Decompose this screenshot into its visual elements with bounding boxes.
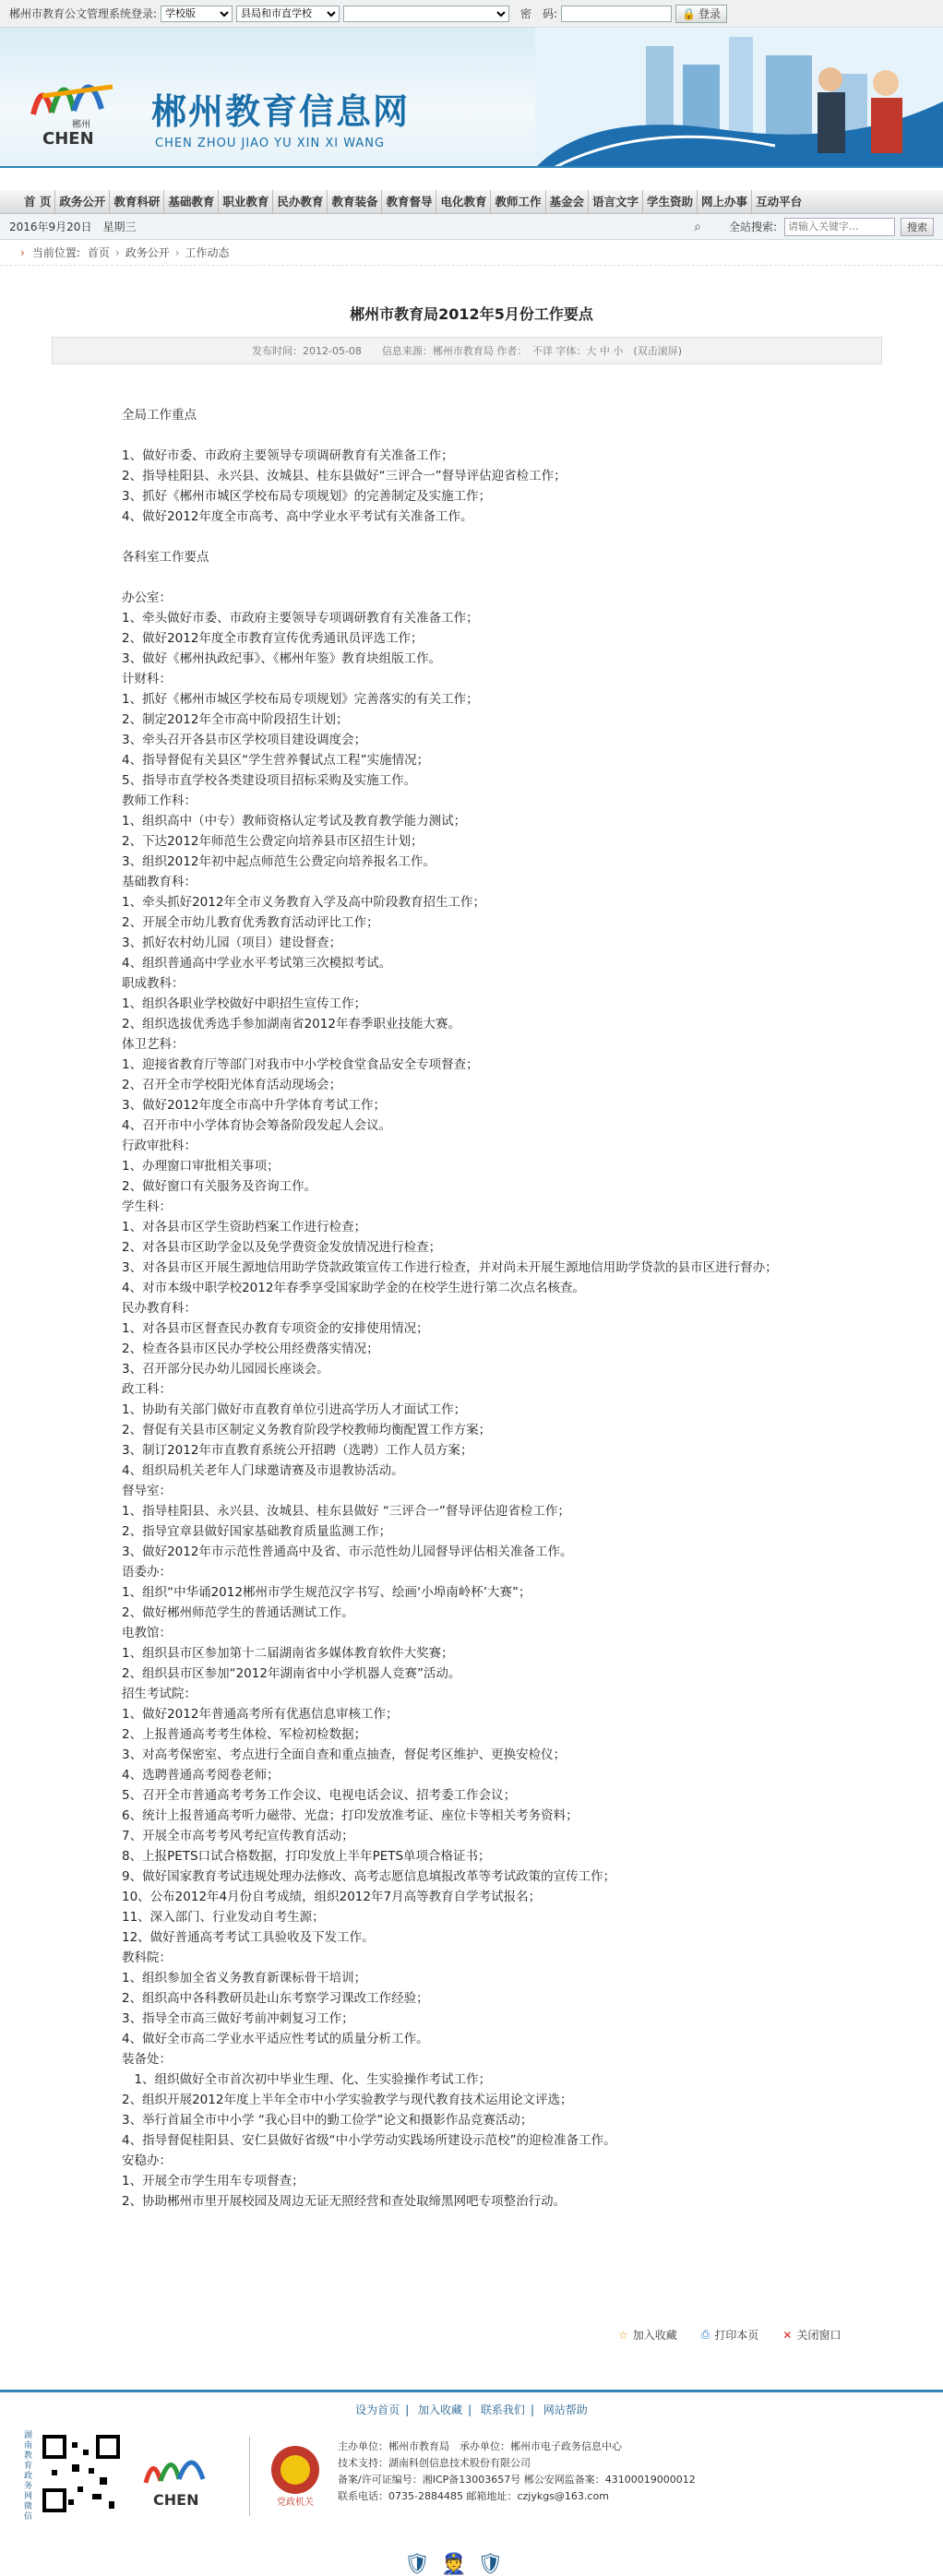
- article-line: 教科院：: [122, 1950, 172, 1965]
- article-line: 3、举行首届全市中小学 “我心目中的勤工俭学”论文和摄影作品竞赛活动；: [122, 2113, 533, 2128]
- article-line: 职成教科：: [122, 976, 185, 991]
- article-line: 全局工作重点: [122, 408, 197, 423]
- site-title: 郴州教育信息网: [151, 91, 411, 132]
- footer-logo: [138, 2442, 221, 2509]
- article-line: 4、组织普通高中学业水平考试第三次模拟考试。: [122, 956, 392, 971]
- footer-link[interactable]: 设为首页: [355, 2403, 400, 2416]
- nav-item[interactable]: 职业教育: [219, 190, 273, 214]
- article-line: 5、召开全市普通高考考务工作会议、电视电话会议、招考委工作会议；: [122, 1788, 517, 1803]
- article-line: 政工科：: [122, 1382, 172, 1397]
- nav-item[interactable]: 电化教育: [436, 190, 491, 214]
- article-line: 2、检查各县市区民办学校公用经费落实情况；: [122, 1342, 379, 1356]
- password-label: 密 码:: [520, 7, 558, 20]
- nav-item[interactable]: 语言文字: [589, 190, 643, 214]
- article-line: 8、上报PETS口试合格数据，打印发放上半年PETS单项合格证书；: [122, 1849, 491, 1864]
- close-icon: ✕: [782, 2328, 793, 2342]
- svg-text:CHEN: CHEN: [42, 129, 94, 148]
- article-line: 各科室工作要点: [122, 550, 209, 565]
- article-line: 语委办：: [122, 1565, 172, 1580]
- article-line: 3、指导全市高三做好考前冲刺复习工作；: [122, 2011, 354, 2026]
- article-line: 2、对各县市区助学金以及免学费资金发放情况进行检查；: [122, 1240, 442, 1255]
- article-line: 3、组织2012年初中起点师范生公费定向培养报名工作。: [122, 854, 436, 869]
- breadcrumb-item[interactable]: 政务公开: [125, 246, 170, 259]
- chevron-right-icon: ›: [174, 245, 180, 259]
- article-line: 教师工作科：: [122, 793, 197, 808]
- article-line: 10、公布2012年4月份自考成绩，组织2012年7月高等教育自学考试报名；: [122, 1890, 542, 1904]
- breadcrumb: [0, 240, 943, 266]
- article-line: 1、组织“中华诵2012郴州市学生规范汉字书写、绘画‘小埠南岭杯’大赛”；: [122, 1585, 531, 1600]
- article-meta: 发布时间：2012-05-08 信息来源：郴州市教育局 作者： 不详 字体：大 中 小 (双击滚屏): [52, 337, 882, 364]
- article-line: 11、深入部门、行业发动自考生源；: [122, 1910, 325, 1925]
- blank-line: [122, 567, 878, 588]
- article-tools: [618, 2327, 841, 2343]
- footer-main: [0, 2424, 943, 2576]
- article-title: 郴州市教育局2012年5月份工作要点: [350, 305, 593, 323]
- nav-item[interactable]: 民办教育: [273, 190, 328, 214]
- trust-icon[interactable]: 🛡: [477, 2553, 504, 2576]
- login-button[interactable]: 🔒 登录: [675, 5, 727, 23]
- chevron-right-icon: ›: [20, 245, 25, 259]
- breadcrumb-home[interactable]: 首页: [87, 246, 110, 259]
- nav-item[interactable]: 学生资助: [643, 190, 698, 214]
- article-line: 电教馆：: [122, 1626, 172, 1640]
- print-button[interactable]: ⎙ 打印本页: [700, 2328, 759, 2342]
- search-icon: ⌕: [694, 219, 701, 234]
- article-line: 办公室：: [122, 590, 172, 605]
- footer-icons: [404, 2553, 503, 2576]
- blank-line: [122, 425, 878, 446]
- article-line: 2、组织选拔优秀选手参加湖南省2012年春季职业技能大赛。: [122, 1017, 460, 1032]
- article-line: 2、做好窗口有关服务及咨询工作。: [122, 1179, 317, 1194]
- nav-item[interactable]: 基金会: [546, 190, 590, 214]
- footer-link[interactable]: 加入收藏: [418, 2403, 463, 2416]
- city-skyline-image: [535, 28, 943, 168]
- site-banner: [0, 28, 943, 168]
- article-line: 计财科：: [122, 672, 172, 686]
- nav-item[interactable]: 教育科研: [110, 190, 164, 214]
- article-line: 4、做好2012年度全市高考、高中学业水平考试有关准备工作。: [122, 509, 473, 524]
- article-line: 4、召开市中小学体育协会筹备阶段发起人会议。: [122, 1118, 392, 1133]
- unit-type-select[interactable]: [236, 6, 340, 22]
- lock-icon: 🔒: [682, 6, 697, 20]
- article-line: 督导室：: [122, 1484, 172, 1498]
- article-line: 5、指导市直学校各类建设项目招标采购及实施工作。: [122, 773, 417, 788]
- article-line: 1、组织参加全省义务教育新课标骨干培训；: [122, 1971, 367, 1986]
- article-line: 2、指导宜章县做好国家基础教育质量监测工作；: [122, 1524, 392, 1539]
- article-line: 1、开展全市学生用车专项督查；: [122, 2174, 304, 2188]
- qr-code-icon: [41, 2433, 122, 2514]
- article-line: 4、选聘普通高考阅卷老师；: [122, 1768, 280, 1783]
- site-logo[interactable]: [24, 59, 124, 148]
- article-line: 1、协助有关部门做好市直教育单位引进高学历人才面试工作；: [122, 1402, 467, 1417]
- search-button[interactable]: 搜索: [901, 218, 934, 236]
- article-line: 基础教育科：: [122, 875, 197, 889]
- breadcrumb-item[interactable]: 工作动态: [185, 246, 230, 259]
- article-line: 7、开展全市高考考风考纪宣传教育活动；: [122, 1829, 354, 1843]
- article-line: 1、做好市委、市政府主要领导专项调研教育有关准备工作；: [122, 448, 454, 463]
- article-line: 体卫艺科：: [122, 1037, 185, 1052]
- cyber-police-icon[interactable]: 👮: [440, 2553, 467, 2576]
- article-line: 1、对各县市区学生资助档案工作进行检查；: [122, 1220, 367, 1234]
- footer-link[interactable]: 联系我们: [480, 2403, 525, 2416]
- version-select[interactable]: [161, 6, 233, 22]
- article-line: 3、对各县市区开展生源地信用助学贷款政策宣传工作进行检查，并对尚未开展生源地信用助学贷款的县市区进行督办；: [122, 1260, 778, 1275]
- police-icon[interactable]: 🛡: [404, 2553, 430, 2576]
- password-input[interactable]: [561, 6, 672, 22]
- star-icon: ☆: [618, 2328, 628, 2342]
- article-line: 2、组织高中各科教研员赴山东考察学习课改工作经验；: [122, 1991, 429, 2006]
- search-input[interactable]: [784, 218, 895, 236]
- site-pinyin: CHEN ZHOU JIAO YU XIN XI WANG: [155, 137, 386, 150]
- article-line: 4、指导督促桂阳县、安仁县做好省级“中小学劳动实践场所建设示范校”的迎检准备工作。: [122, 2133, 616, 2148]
- article-line: 4、做好全市高二学业水平适应性考试的质量分析工作。: [122, 2032, 429, 2046]
- article-line: 1、指导桂阳县、永兴县、汝城县、桂东县做好 “三评合一”督导评估迎省检工作；: [122, 1504, 570, 1519]
- article-line: 装备处：: [122, 2052, 172, 2067]
- footer-info: 主办单位：郴州市教育局 承办单位：郴州市电子政务信息中心 技术支持：湖南科创信息技术股份有限公司 备案/许可证编号：湘ICP备13003657号 郴公安网监备案：43100019000012 联系电话：0735-2884485 邮箱地址：czjykgs@163.com: [338, 2440, 696, 2502]
- unit-select[interactable]: [343, 6, 509, 22]
- article-line: 3、做好2012年市示范性普通高中及省、市示范性幼儿园督导评估相关准备工作。: [122, 1544, 573, 1559]
- article-line: 2、指导桂阳县、永兴县、汝城县、桂东县做好“三评合一”督导评估迎省检工作；: [122, 469, 567, 483]
- article-line: 9、做好国家教育考试违规处理办法修改、高考志愿信息填报改革等考试政策的宣传工作；: [122, 1869, 616, 1884]
- footer-link[interactable]: 网站帮助: [543, 2403, 588, 2416]
- nav-item[interactable]: 政务公开: [55, 190, 110, 214]
- login-bar: [0, 0, 943, 28]
- article-line: 3、抓好农村幼儿园（项目）建设督查；: [122, 936, 342, 950]
- site-footer: [0, 2390, 943, 2576]
- article-line: 3、制订2012年市直教育系统公开招聘（选聘）工作人员方案；: [122, 1443, 473, 1458]
- breadcrumb-label: 当前位置:: [31, 246, 80, 259]
- article-line: 2、做好2012年度全市教育宣传优秀通讯员评选工作；: [122, 631, 424, 646]
- article-line: 2、上报普通高考考生体检、军检初检数据；: [122, 1727, 367, 1742]
- svg-text:党政机关: 党政机关: [277, 2498, 314, 2508]
- nav-item[interactable]: 首 页: [20, 190, 55, 214]
- article-line: 2、督促有关县市区制定义务教育阶段学校教师均衡配置工作方案；: [122, 1423, 492, 1437]
- article-line: 1、抓好《郴州市城区学校布局专项规划》完善落实的有关工作；: [122, 692, 479, 707]
- printer-icon: ⎙: [700, 2328, 710, 2341]
- article-line: 1、牵头抓好2012年全市义务教育入学及高中阶段教育招生工作；: [122, 895, 485, 910]
- article-line: 2、组织县市区参加“2012年湖南省中小学机器人竞赛”活动。: [122, 1666, 461, 1681]
- qr-caption: 湖南教育政务网微信: [24, 2431, 33, 2522]
- article-line: 1、组织县市区参加第十二届湖南省多媒体教育软件大奖赛；: [122, 1646, 454, 1661]
- login-label: 郴州市教育公文管理系统登录:: [9, 7, 158, 20]
- article-line: 3、牵头召开各县市区学校项目建设调度会；: [122, 733, 367, 747]
- article-line: 12、做好普通高考考试工具验收及下发工作。: [122, 1930, 375, 1945]
- article-line: 1、组织各职业学校做好中职招生宣传工作；: [122, 996, 367, 1011]
- article-line: 4、组织局机关老年人门球邀请赛及市退教协活动。: [122, 1463, 404, 1478]
- article-line: 1、办理窗口审批相关事项；: [122, 1159, 280, 1174]
- article-line: 2、下达2012年师范生公费定向培养县市区招生计划；: [122, 834, 424, 849]
- svg-text:CHEN: CHEN: [153, 2491, 199, 2509]
- blank-line: [122, 527, 878, 547]
- article-line: 1、迎接省教育厅等部门对我市中小学校食堂食品安全专项督查；: [122, 1057, 479, 1072]
- chevron-right-icon: ›: [114, 245, 120, 259]
- article-line: 1、组织高中（中专）教师资格认定考试及教育教学能力测试；: [122, 814, 467, 829]
- article-line: 1、做好2012年普通高考所有优惠信息审核工作；: [122, 1707, 399, 1722]
- article-line: 1、牵头做好市委、市政府主要领导专项调研教育有关准备工作；: [122, 611, 479, 626]
- add-favorite-button[interactable]: ☆ 加入收藏: [618, 2328, 677, 2342]
- article-line: 3、抓好《郴州市城区学校布局专项规划》的完善制定及实施工作；: [122, 489, 492, 504]
- article-line: 2、组织开展2012年度上半年全市中小学实验教学与现代教育技术运用论文评选；: [122, 2093, 573, 2107]
- article-line: 4、指导督促有关县区“学生营养餐试点工程”实施情况；: [122, 753, 430, 768]
- article-line: 学生科：: [122, 1199, 172, 1214]
- nav-item[interactable]: 互动平台: [756, 194, 803, 209]
- search-label: 全站搜索:: [728, 221, 777, 233]
- article-body: [122, 405, 878, 2212]
- nav-item[interactable]: 教师工作: [491, 190, 545, 214]
- nav-item[interactable]: 教育督导: [382, 190, 436, 214]
- close-window-button[interactable]: ✕ 关闭窗口: [782, 2328, 842, 2342]
- article-line: 3、对高考保密室、考点进行全面自查和重点抽查，督促考区维护、更换安检仪；: [122, 1747, 567, 1762]
- article-line: 安稳办：: [122, 2153, 172, 2168]
- nav-item[interactable]: 教育装备: [328, 190, 382, 214]
- article-line: 4、对市本级中职学校2012年春季享受国家助学金的在校学生进行第二次点名核查。: [122, 1281, 585, 1295]
- article-line: 3、做好《郴州执政纪事》、《郴州年鉴》教育块组版工作。: [122, 651, 442, 666]
- main-nav: [0, 190, 943, 214]
- article-line: 1、对各县市区督查民办教育专项资金的安排使用情况；: [122, 1321, 429, 1336]
- article-line: 2、开展全市幼儿教育优秀教育活动评比工作；: [122, 915, 379, 930]
- article-line: 3、召开部分民办幼儿园园长座谈会。: [122, 1362, 329, 1377]
- nav-item[interactable]: 基础教育: [164, 190, 219, 214]
- footer-links: 设为首页 | 加入收藏 | 联系我们 | 网站帮助: [355, 2403, 588, 2416]
- article-line: 2、做好郴州师范学生的普通话测试工作。: [122, 1605, 354, 1620]
- current-date: 2016年9月20日 星期三: [9, 221, 137, 233]
- article-line: 招生考试院：: [122, 1687, 197, 1701]
- article-line: 民办教育科：: [122, 1301, 197, 1316]
- nav-item[interactable]: 网上办事: [698, 190, 752, 214]
- date-bar: [0, 214, 943, 240]
- article-line: 行政审批科：: [122, 1139, 197, 1153]
- article-line: 6、统计上报普通高考听力磁带、光盘；打印发放准考证、座位卡等相关考务资料；: [122, 1808, 579, 1823]
- article-line: 2、协助郴州市里开展校园及周边无证无照经营和查处取缔黑网吧专项整治行动。: [122, 2194, 567, 2209]
- article-line: 2、制定2012年全市高中阶段招生计划；: [122, 712, 349, 727]
- gov-badge-icon[interactable]: [268, 2442, 323, 2516]
- article-line: 2、召开全市学校阳光体育活动现场会；: [122, 1078, 342, 1092]
- article-line: 3、做好2012年度全市高中升学体育考试工作；: [122, 1098, 386, 1113]
- svg-text:郴州: 郴州: [72, 120, 90, 130]
- article-line: 1、组织做好全市首次初中毕业生理、化、生实验操作考试工作；: [122, 2072, 492, 2087]
